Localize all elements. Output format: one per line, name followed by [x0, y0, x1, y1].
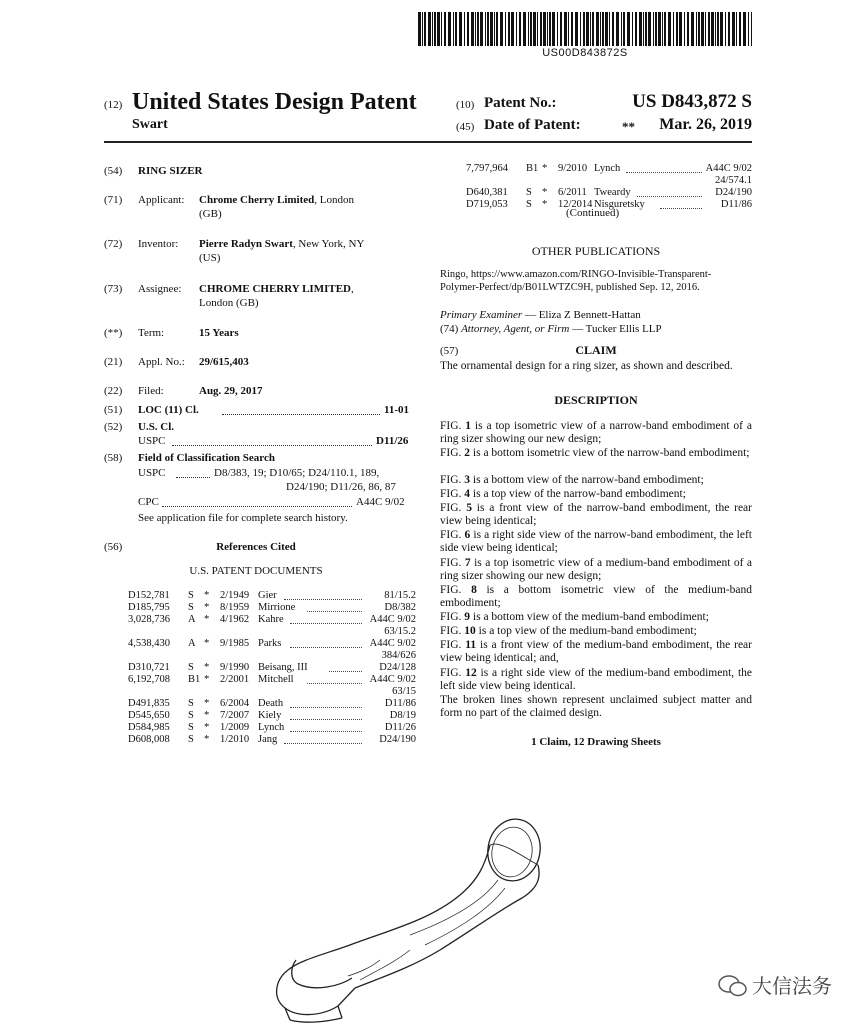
- barcode-bar: [490, 12, 493, 46]
- patent-type-title: United States Design Patent: [132, 89, 417, 115]
- other-publications-heading: OTHER PUBLICATIONS: [531, 244, 661, 258]
- reference-number: D152,781: [128, 590, 170, 601]
- reference-name: Lynch: [258, 722, 285, 733]
- term-label: Term:: [138, 327, 165, 339]
- code-10: (10): [456, 99, 475, 111]
- barcode-bar: [444, 12, 446, 46]
- barcode-bar: [505, 12, 506, 46]
- barcode-bar: [441, 12, 442, 46]
- barcode-bar: [705, 12, 706, 46]
- description-paragraph: FIG. 7 is a top isometric view of a medium-band embodiment of a ring sizer showing our new design;: [440, 557, 752, 582]
- barcode-bar: [496, 12, 498, 46]
- barcode-bar: [467, 12, 469, 46]
- barcode-bar: [711, 12, 714, 46]
- field-search-leader: [176, 477, 210, 478]
- description-paragraph: FIG. 8 is a bottom isometric view of the medium-band embodiment;: [440, 584, 753, 609]
- barcode-bar: [528, 12, 529, 46]
- barcode-bar: [687, 12, 689, 46]
- reference-leader: [637, 196, 702, 197]
- continued-note: (Continued): [566, 207, 620, 219]
- reference-row: [466, 187, 752, 199]
- barcode-bar: [743, 12, 746, 46]
- assignee-location: London (GB): [199, 297, 259, 309]
- barcode-bar: [455, 12, 457, 46]
- reference-name: Mitchell: [258, 674, 294, 685]
- appl-no-value: 29/615,403: [199, 356, 249, 368]
- description-paragraph: The broken lines shown represent unclaimed subject matter and form no part of the claimed design.: [440, 694, 752, 719]
- barcode-bar: [575, 12, 578, 46]
- reference-number: D491,835: [128, 698, 170, 709]
- reference-leader: [290, 623, 362, 624]
- barcode-bar: [432, 12, 433, 46]
- barcode-bar: [639, 12, 642, 46]
- reference-leader: [290, 731, 362, 732]
- references-cited-heading: References Cited: [216, 541, 296, 553]
- field-71-code: (71): [104, 194, 123, 206]
- barcode-bar: [635, 12, 637, 46]
- reference-kind: S: [188, 734, 194, 745]
- barcode-bar: [519, 12, 521, 46]
- reference-name: Beisang, III: [258, 662, 308, 673]
- watermark-text: 大信法务: [752, 974, 832, 998]
- barcode-bar: [717, 12, 719, 46]
- barcode-bar: [459, 12, 462, 46]
- claims-sheets-summary: 1 Claim, 12 Drawing Sheets: [531, 736, 661, 748]
- reference-class: A44C 9/02: [369, 674, 416, 685]
- barcode-bar: [648, 12, 651, 46]
- reference-cited-by-examiner: *: [542, 199, 548, 210]
- barcode-bar: [552, 12, 555, 46]
- barcode-bar: [516, 12, 517, 46]
- patent-date: Mar. 26, 2019: [659, 116, 752, 133]
- reference-kind: S: [188, 662, 194, 673]
- reference-cited-by-examiner: *: [204, 662, 210, 673]
- barcode-bar: [564, 12, 567, 46]
- ring-sizer-drawing: [260, 810, 590, 1024]
- reference-class-secondary: 63/15.2: [384, 626, 416, 637]
- barcode-bar: [679, 12, 682, 46]
- barcode-bar: [600, 12, 601, 46]
- reference-leader: [290, 707, 362, 708]
- reference-kind: A: [188, 614, 196, 625]
- attorney: (74) Attorney, Agent, or Firm — Tucker Ellis LLP: [440, 323, 662, 335]
- reference-class: A44C 9/02: [369, 638, 416, 649]
- field-search-uspc-values: D8/383, 19; D10/65; D24/110.1, 189,: [214, 467, 380, 479]
- reference-class: D11/86: [384, 698, 416, 709]
- barcode-bar: [632, 12, 633, 46]
- reference-row-continued: [128, 686, 416, 698]
- reference-class: D11/26: [384, 722, 416, 733]
- reference-class: D24/190: [715, 187, 752, 198]
- reference-kind: B1: [188, 674, 201, 685]
- reference-row: [128, 638, 416, 650]
- barcode-bar: [664, 12, 666, 46]
- reference-row: [128, 710, 416, 722]
- barcode-bar: [500, 12, 503, 46]
- description-paragraph: FIG. 2 is a bottom isometric view of the narrow-band embodiment;: [440, 447, 750, 459]
- barcode-bar: [736, 12, 737, 46]
- barcode-bar: [684, 12, 685, 46]
- reference-row: [466, 163, 752, 175]
- barcode-bar: [485, 12, 486, 46]
- reference-leader: [290, 647, 362, 648]
- reference-name: Lynch: [594, 163, 621, 174]
- barcode-bar: [676, 12, 678, 46]
- barcode-bar: [583, 12, 585, 46]
- date-label: Date of Patent:: [484, 117, 581, 133]
- description-paragraph: FIG. 9 is a bottom view of the medium-band embodiment;: [440, 611, 709, 623]
- date-marker: **: [622, 119, 635, 134]
- reference-row-continued: [128, 650, 416, 662]
- barcode-bar: [691, 12, 694, 46]
- barcode-bar: [422, 12, 423, 46]
- reference-cited-by-examiner: *: [204, 722, 210, 733]
- reference-kind: B1: [526, 163, 539, 174]
- reference-row: [128, 674, 416, 686]
- barcode-bar: [560, 12, 562, 46]
- reference-name: Kahre: [258, 614, 284, 625]
- barcode-bar: [487, 12, 489, 46]
- reference-date: 1/2010: [220, 734, 250, 745]
- description-paragraph: FIG. 1 is a top isometric view of a narrow-band embodiment of a ring sizer showing our new design;: [440, 420, 752, 445]
- barcode-bar: [453, 12, 454, 46]
- applicant-value: Chrome Cherry Limited, London: [199, 194, 355, 206]
- reference-number: D608,008: [128, 734, 170, 745]
- barcode-bar: [725, 12, 726, 46]
- reference-date: 12/2014: [558, 199, 593, 210]
- barcode-bar: [673, 12, 674, 46]
- reference-number: D310,721: [128, 662, 170, 673]
- reference-cited-by-examiner: *: [542, 163, 548, 174]
- reference-name: Jang: [258, 734, 278, 745]
- reference-number: 3,028,736: [128, 614, 170, 625]
- term-code: (**): [104, 327, 123, 339]
- description-heading: DESCRIPTION: [554, 393, 638, 407]
- reference-row: [128, 590, 416, 602]
- reference-class: 81/15.2: [384, 590, 416, 601]
- barcode-bar: [580, 12, 581, 46]
- barcode-bar: [748, 12, 749, 46]
- reference-name: Kiely: [258, 710, 282, 721]
- reference-class: D8/382: [384, 602, 416, 613]
- field-58-code: (58): [104, 452, 123, 464]
- reference-number: 7,797,964: [466, 163, 508, 174]
- barcode-bar: [568, 12, 569, 46]
- applicant-country: (GB): [199, 208, 222, 220]
- barcode-bar: [662, 12, 663, 46]
- barcode-bar: [437, 12, 440, 46]
- barcode-bar: [623, 12, 625, 46]
- reference-date: 2/1949: [220, 590, 250, 601]
- reference-row: [128, 662, 416, 674]
- reference-kind: S: [526, 199, 532, 210]
- barcode-bar: [494, 12, 495, 46]
- reference-class-secondary: 384/626: [381, 650, 416, 661]
- assignee-label: Assignee:: [138, 283, 182, 295]
- us-cl-label: U.S. Cl.: [138, 421, 175, 433]
- description-paragraph: FIG. 10 is a top view of the medium-band embodiment;: [440, 625, 697, 637]
- barcode-bar: [621, 12, 622, 46]
- barcode-bar: [480, 12, 483, 46]
- term-value: 15 Years: [199, 327, 239, 339]
- primary-examiner: Primary Examiner — Eliza Z Bennett-Hattan: [440, 309, 641, 321]
- barcode-bar: [602, 12, 604, 46]
- barcode-bar: [428, 12, 431, 46]
- field-search-cpc-value: A44C 9/02: [356, 496, 405, 508]
- reference-class: D24/190: [379, 734, 416, 745]
- barcode-bar: [605, 12, 608, 46]
- filed-label: Filed:: [138, 385, 164, 397]
- reference-row-continued: [128, 626, 416, 638]
- reference-row: [128, 614, 416, 626]
- barcode-bar: [739, 12, 741, 46]
- reference-number: D185,795: [128, 602, 170, 613]
- inventor-value: Pierre Radyn Swart, New York, NY: [199, 238, 365, 250]
- field-22-code: (22): [104, 385, 123, 397]
- barcode-bar: [701, 12, 704, 46]
- barcode-bar: [655, 12, 657, 46]
- reference-cited-by-examiner: *: [204, 614, 210, 625]
- reference-kind: A: [188, 638, 196, 649]
- reference-leader: [307, 683, 362, 684]
- description-paragraph: FIG. 12 is a right side view of the medium-band embodiment, the left side view being identical.: [440, 667, 753, 692]
- reference-number: 4,538,430: [128, 638, 170, 649]
- barcode-bar: [434, 12, 436, 46]
- reference-cited-by-examiner: *: [204, 590, 210, 601]
- reference-leader: [284, 599, 362, 600]
- reference-cited-by-examiner: *: [204, 602, 210, 613]
- reference-class: D24/128: [379, 662, 416, 673]
- header-rule: [104, 141, 752, 143]
- wechat-icon: [718, 975, 748, 997]
- barcode-bar: [658, 12, 661, 46]
- reference-date: 8/1959: [220, 602, 250, 613]
- claim-heading: CLAIM: [575, 343, 617, 357]
- barcode-bar: [653, 12, 654, 46]
- reference-leader: [284, 743, 362, 744]
- reference-name: Mirrione: [258, 602, 296, 613]
- reference-number: D584,985: [128, 722, 170, 733]
- applicant-label: Applicant:: [138, 194, 185, 206]
- reference-kind: S: [188, 698, 194, 709]
- barcode-bar: [596, 12, 599, 46]
- reference-row: [128, 602, 416, 614]
- barcode-bar: [720, 12, 723, 46]
- field-56-code: (56): [104, 541, 123, 553]
- reference-name: Gier: [258, 590, 277, 601]
- barcode-bar: [708, 12, 710, 46]
- reference-date: 9/1985: [220, 638, 250, 649]
- barcode-bar: [537, 12, 538, 46]
- us-cl-uspc: USPC: [138, 435, 166, 447]
- other-publication: Ringo, https://www.amazon.com/RINGO-Invisible-Transparent- Polymer-Perfect/dp/B01LWTZC9H, published Sep. 12, 2016.: [440, 269, 712, 293]
- reference-row: [128, 734, 416, 746]
- barcode-bar: [540, 12, 542, 46]
- reference-class-secondary: 63/15: [392, 686, 416, 697]
- description-paragraph: FIG. 4 is a top view of the narrow-band embodiment;: [440, 488, 686, 500]
- loc-leader: [222, 414, 380, 415]
- reference-cited-by-examiner: *: [542, 187, 548, 198]
- field-72-code: (72): [104, 238, 123, 250]
- field-search-uspc: USPC: [138, 467, 166, 479]
- field-54-code: (54): [104, 165, 123, 177]
- barcode-bar: [475, 12, 476, 46]
- barcode-bar: [668, 12, 671, 46]
- search-history-note: See application file for complete search history.: [138, 512, 348, 524]
- barcode-bar: [592, 12, 594, 46]
- barcode-bar: [533, 12, 536, 46]
- barcode-bar: [530, 12, 532, 46]
- barcode-bar: [557, 12, 558, 46]
- field-73-code: (73): [104, 283, 123, 295]
- patent-no-label: Patent No.:: [484, 95, 557, 111]
- reference-leader: [329, 671, 362, 672]
- barcode-bar: [698, 12, 700, 46]
- reference-leader: [290, 719, 362, 720]
- reference-date: 2/2001: [220, 674, 250, 685]
- field-51-code: (51): [104, 404, 123, 416]
- reference-name: Death: [258, 698, 284, 709]
- reference-class: A44C 9/02: [705, 163, 752, 174]
- barcode-bar: [471, 12, 474, 46]
- reference-row: [128, 722, 416, 734]
- description-paragraph: FIG. 6 is a right side view of the narrow-band embodiment, the left side view being identical;: [440, 529, 753, 554]
- reference-date: 9/1990: [220, 662, 250, 673]
- barcode-bar: [448, 12, 451, 46]
- barcode-bar: [571, 12, 573, 46]
- reference-name: Nisguretsky: [594, 199, 645, 210]
- barcode-bar: [728, 12, 730, 46]
- reference-date: 6/2004: [220, 698, 250, 709]
- field-search-cpc-leader: [162, 506, 352, 507]
- us-cl-value: D11/26: [376, 435, 409, 447]
- field-52-code: (52): [104, 421, 123, 433]
- barcode: [418, 12, 752, 46]
- loc-value: 11-01: [384, 404, 410, 416]
- reference-kind: S: [188, 722, 194, 733]
- reference-date: 1/2009: [220, 722, 250, 733]
- reference-name: Tweardy: [594, 187, 631, 198]
- reference-cited-by-examiner: *: [204, 734, 210, 745]
- barcode-bar: [696, 12, 697, 46]
- reference-leader: [626, 172, 702, 173]
- reference-cited-by-examiner: *: [204, 638, 210, 649]
- reference-class-secondary: 24/574.1: [714, 175, 752, 186]
- inventor-surname: Swart: [132, 117, 168, 132]
- reference-row: [128, 698, 416, 710]
- reference-name: Parks: [258, 638, 282, 649]
- reference-class: D11/86: [720, 199, 752, 210]
- barcode-bar: [508, 12, 510, 46]
- description-paragraph: FIG. 5 is a front view of the narrow-band embodiment, the rear view being identical;: [440, 502, 752, 527]
- barcode-number: US00D843872S: [542, 47, 628, 59]
- barcode-bar: [418, 12, 421, 46]
- claim-code: (57): [440, 345, 459, 357]
- barcode-bar: [616, 12, 619, 46]
- description-paragraph: FIG. 3 is a bottom view of the narrow-band embodiment;: [440, 474, 704, 486]
- barcode-bar: [643, 12, 644, 46]
- field-search-uspc-values-2: D24/190; D11/26, 86, 87: [286, 481, 396, 493]
- reference-cited-by-examiner: *: [204, 698, 210, 709]
- barcode-bar: [645, 12, 647, 46]
- reference-kind: S: [188, 590, 194, 601]
- reference-class: A44C 9/02: [369, 614, 416, 625]
- reference-kind: S: [188, 602, 194, 613]
- barcode-bar: [715, 12, 716, 46]
- reference-kind: S: [526, 187, 532, 198]
- reference-class: D8/19: [389, 710, 416, 721]
- reference-number: D545,650: [128, 710, 170, 721]
- reference-cited-by-examiner: *: [204, 710, 210, 721]
- assignee-value: CHROME CHERRY LIMITED,: [199, 283, 354, 295]
- patent-number: US D843,872 S: [632, 91, 752, 112]
- reference-kind: S: [188, 710, 194, 721]
- barcode-bar: [511, 12, 514, 46]
- reference-cited-by-examiner: *: [204, 674, 210, 685]
- description-paragraph: FIG. 11 is a front view of the medium-band embodiment, the rear view being identical; and,: [440, 639, 752, 664]
- reference-leader: [660, 208, 702, 209]
- reference-date: 7/2007: [220, 710, 250, 721]
- us-patent-documents-heading: U.S. PATENT DOCUMENTS: [189, 565, 323, 577]
- barcode-bar: [549, 12, 551, 46]
- barcode-bar: [612, 12, 614, 46]
- barcode-bar: [464, 12, 465, 46]
- reference-number: 6,192,708: [128, 674, 170, 685]
- field-search-label: Field of Classification Search: [138, 452, 275, 464]
- field-21-code: (21): [104, 356, 123, 368]
- loc-label: LOC (11) Cl.: [138, 404, 199, 416]
- barcode-bar: [477, 12, 479, 46]
- reference-date: 9/2010: [558, 163, 588, 174]
- reference-row-continued: [466, 175, 752, 187]
- barcode-bar: [732, 12, 735, 46]
- filed-value: Aug. 29, 2017: [199, 385, 263, 397]
- reference-number: D719,053: [466, 199, 508, 210]
- reference-leader: [307, 611, 362, 612]
- barcode-bar: [543, 12, 546, 46]
- reference-date: 4/1962: [220, 614, 250, 625]
- inventor-label: Inventor:: [138, 238, 179, 250]
- barcode-bar: [751, 12, 752, 46]
- title-value: RING SIZER: [138, 165, 203, 177]
- barcode-bar: [627, 12, 630, 46]
- barcode-bar: [609, 12, 610, 46]
- inventor-country: (US): [199, 252, 221, 264]
- reference-date: 6/2011: [558, 187, 587, 198]
- us-cl-leader: [172, 445, 372, 446]
- claim-text: The ornamental design for a ring sizer, as shown and described.: [440, 360, 733, 372]
- code-45: (45): [456, 121, 475, 133]
- appl-no-label: Appl. No.:: [138, 356, 185, 368]
- barcode-bar: [590, 12, 591, 46]
- code-12: (12): [104, 99, 123, 111]
- reference-number: D640,381: [466, 187, 508, 198]
- barcode-bar: [424, 12, 426, 46]
- barcode-bar: [547, 12, 548, 46]
- field-search-cpc: CPC: [138, 496, 159, 508]
- barcode-bar: [523, 12, 526, 46]
- barcode-bar: [586, 12, 589, 46]
